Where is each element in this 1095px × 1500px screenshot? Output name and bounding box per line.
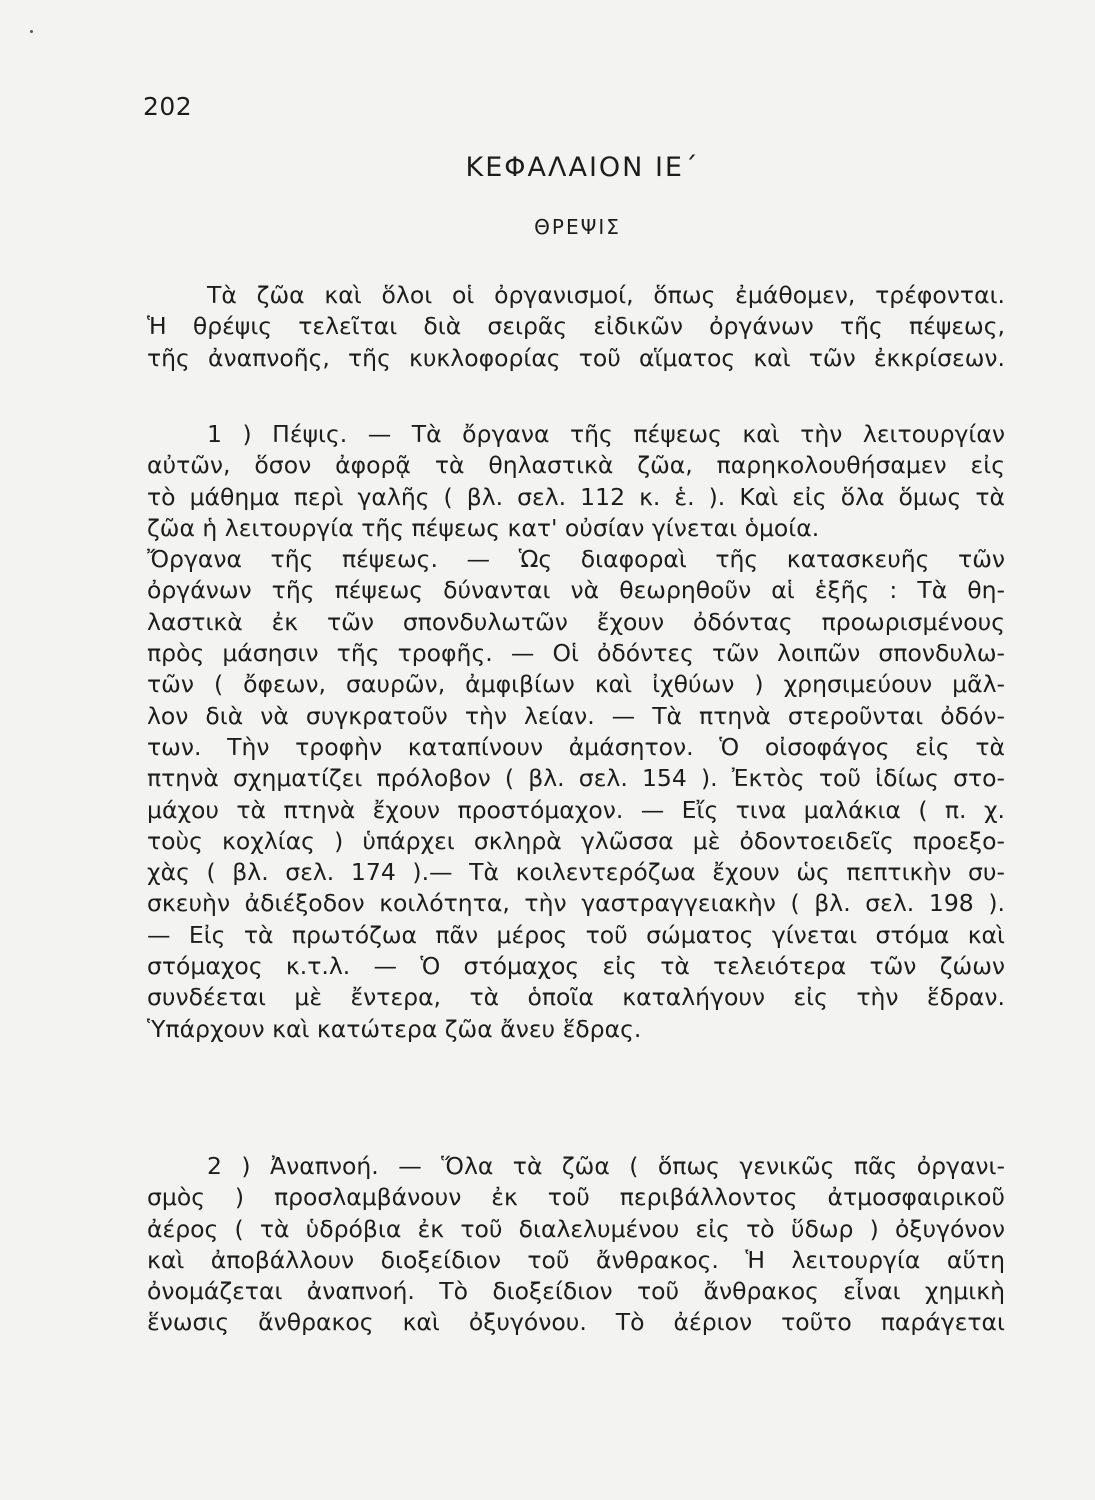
intro-paragraph [147,280,1005,374]
section-title: ΘΡΕΨΙΣ [534,215,621,239]
text-line: σμὸς ) προσλαμβάνουν ἐκ τοῦ περιβάλλοντος ἀτμοσφαιρικοῦ [147,1183,1005,1212]
text-line: 2 ) Ἀναπνοή. — Ὅλα τὰ ζῶα ( ὅπως γενικῶς πᾶς ὀργανι- [207,1152,1005,1180]
text-line: των. Τὴν τροφὴν καταπίνουν ἀμάσητον. Ὁ οἰσοφάγος εἰς τὰ [147,732,1005,761]
text-line: ζῶα ἡ λειτουργία τῆς πέψεως κατ' οὐσίαν γίνεται ὁμοία. [147,513,820,542]
text-line: στόμαχος κ.τ.λ. — Ὁ στόμαχος εἰς τὰ τελειότερα τῶν ζώων [147,952,1005,981]
text-line: μάχου τὰ πτηνὰ ἔχουν προστόμαχον. — Εἴς τινα μαλάκια ( π. χ. [147,795,1005,824]
speck [30,30,33,33]
text-line: ὀνομάζεται ἀναπνοή. Τὸ διοξείδιον τοῦ ἄνθρακος εἶναι χημικὴ [147,1277,1005,1306]
text-line: Ὑπάρχουν καὶ κατώτερα ζῶα ἄνευ ἕδρας. [147,1014,642,1043]
text-line: τῶν ( ὄφεων, σαυρῶν, ἀμφιβίων καὶ ἰχθύων ) χρησιμεύουν μᾶλ- [147,670,1005,699]
respiration-paragraph [147,1151,1005,1339]
text-line: καὶ ἀποβάλλουν διοξείδιον τοῦ ἄνθρακος. Ἡ λειτουργία αὕτη [147,1245,1005,1274]
text-line: λον διὰ νὰ συγκρατοῦν τὴν λείαν. — Τὰ πτηνὰ στεροῦνται ὀδόν- [147,701,1005,730]
text-line: — Εἰς τὰ πρωτόζωα πᾶν μέρος τοῦ σώματος γίνεται στόμα καὶ [147,920,1005,949]
digestion-paragraph [147,419,1005,1045]
text-line: τὸ μάθημα περὶ γαλῆς ( βλ. σελ. 112 κ. ἑ. ). Καὶ εἰς ὅλα ὅμως τὰ [147,482,1005,511]
text-line: πτηνὰ σχηματίζει πρόλοβον ( βλ. σελ. 154 ). Ἐκτὸς τοῦ ἰδίως στο- [147,764,1005,793]
text-line: Ἡ θρέψις τελεῖται διὰ σειρᾶς εἰδικῶν ὀργάνων τῆς πέψεως, [147,312,1005,341]
text-line: Ὄργανα τῆς πέψεως. — Ὡς διαφοραὶ τῆς κατασκευῆς τῶν [147,545,1005,574]
text-line: Τὰ ζῶα καὶ ὅλοι οἱ ὀργανισμοί, ὅπως ἐμάθομεν, τρέφονται. [207,281,1005,309]
text-line: ἕνωσις ἄνθρακος καὶ ὀξυγόνου. Τὸ ἀέριον τοῦτο παράγεται [147,1308,1005,1337]
page-number: 202 [143,92,193,121]
text-line: 1 ) Πέψις. — Τὰ ὄργανα τῆς πέψεως καὶ τὴν λειτουργίαν [207,420,1005,448]
text-line: ἀέρος ( τὰ ὑδρόβια ἐκ τοῦ διαλελυμένου εἰς τὸ ὕδωρ ) ὀξυγόνον [147,1214,1005,1243]
text-line: λαστικὰ ἐκ τῶν σπονδυλωτῶν ἔχουν ὀδόντας προωρισμένους [147,607,1005,636]
text-line: χὰς ( βλ. σελ. 174 ).— Τὰ κοιλεντερόζωα ἔχουν ὡς πεπτικὴν συ- [147,858,1005,887]
text-line: αὐτῶν, ὅσον ἀφορᾷ τὰ θηλαστικὰ ζῶα, παρηκολουθήσαμεν εἰς [147,451,1005,480]
chapter-title: ΚΕΦΑΛΑΙΟΝ ΙΕ΄ [465,152,700,183]
text-line: σκευὴν ἀδιέξοδον κοιλότητα, τὴν γαστραγγειακὴν ( βλ. σελ. 198 ). [147,889,1005,918]
text-line: συνδέεται μὲ ἔντερα, τὰ ὁποῖα καταλήγουν εἰς τὴν ἕδραν. [147,983,1005,1012]
text-line: τῆς ἀναπνοῆς, τῆς κυκλοφορίας τοῦ αἵματος καὶ τῶν ἐκκρίσεων. [147,343,1005,372]
text-line: πρὸς μάσησιν τῆς τροφῆς. — Οἱ ὀδόντες τῶν λοιπῶν σπονδυλω- [147,639,1005,668]
text-line: τοὺς κοχλίας ) ὑπάρχει σκληρὰ γλῶσσα μὲ ὀδοντοειδεῖς προεξο- [147,826,1005,855]
text-line: ὀργάνων τῆς πέψεως δύνανται νὰ θεωρηθοῦν αἱ ἑξῆς : Τὰ θη- [147,576,1005,605]
